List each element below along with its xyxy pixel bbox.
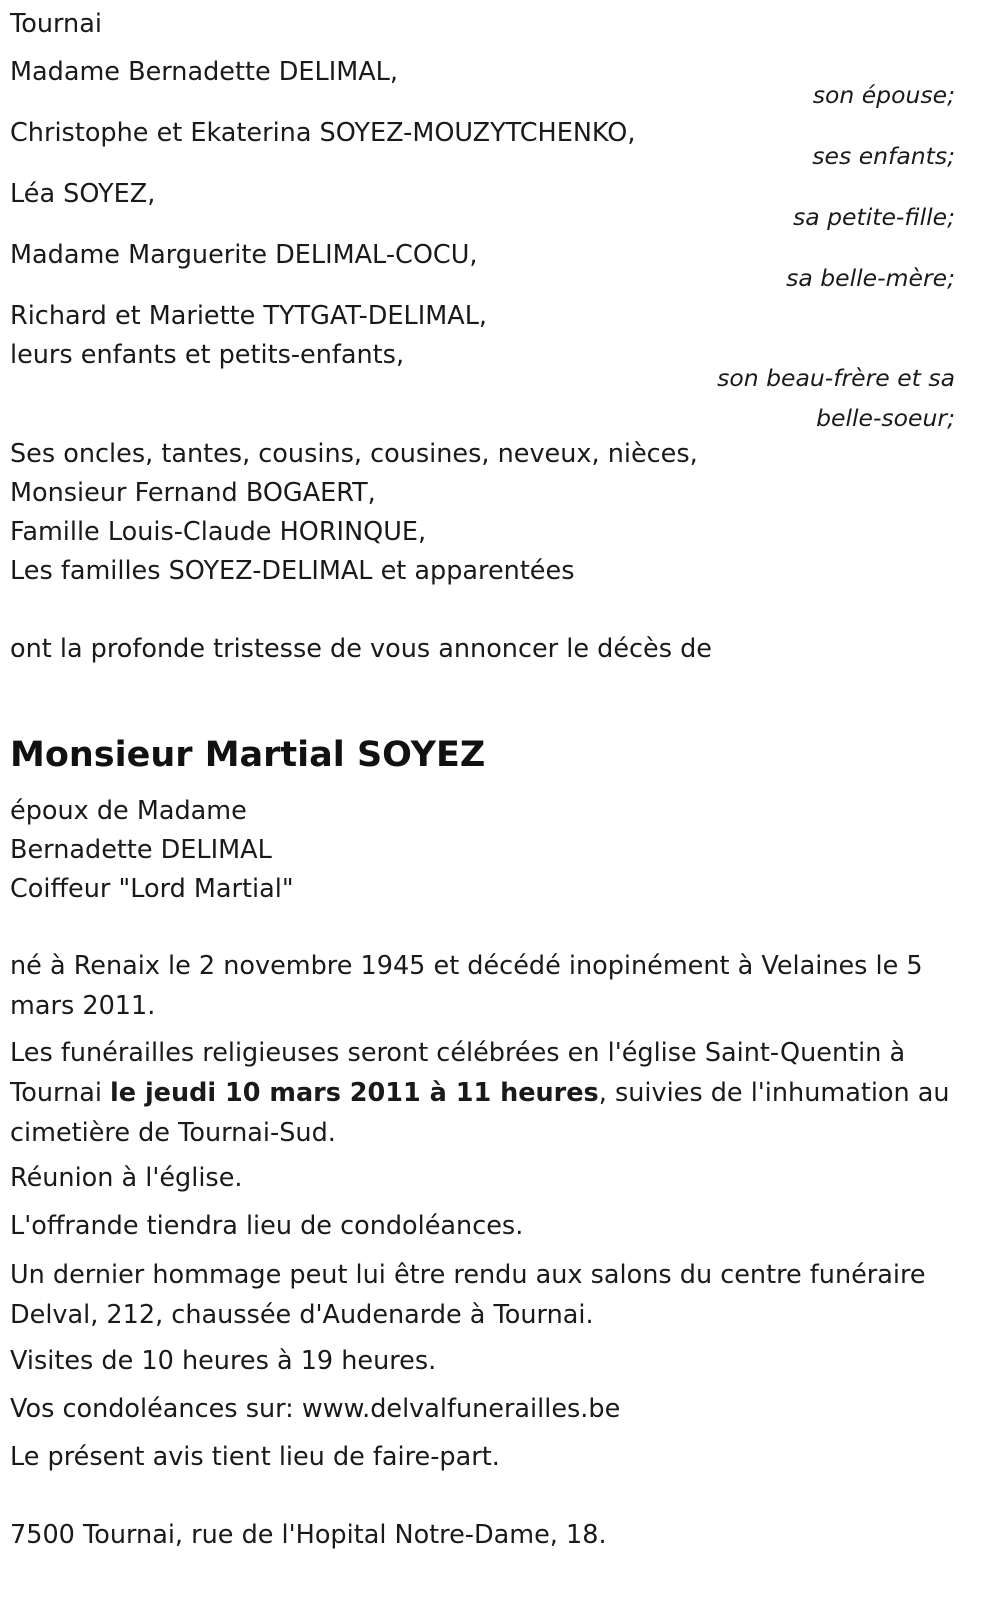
deceased-detail: Coiffeur "Lord Martial" <box>10 874 294 904</box>
family-member-name: Madame Bernadette DELIMAL, <box>10 57 398 87</box>
notice-note: L'offrande tiendra lieu de condoléances. <box>10 1211 524 1241</box>
extended-family-line: Monsieur Fernand BOGAERT, <box>10 478 376 508</box>
family-member-name: Léa SOYEZ, <box>10 179 156 209</box>
family-member-name: Christophe et Ekaterina SOYEZ-MOUZYTCHENKO, <box>10 118 636 148</box>
notice-note: Le présent avis tient lieu de faire-part. <box>10 1442 500 1472</box>
location: Tournai <box>10 9 102 39</box>
notice-note: Vos condoléances sur: www.delvalfunerailles.be <box>10 1394 621 1424</box>
birth-death-info: né à Renaix le 2 novembre 1945 et décédé inopinément à Velaines le 5 mars 2011. <box>10 951 923 1021</box>
deceased-name: Monsieur Martial SOYEZ <box>10 735 486 775</box>
extended-family-line: Les familles SOYEZ-DELIMAL et apparentées <box>10 556 575 586</box>
family-member-relation: sa petite-fille; <box>793 203 955 231</box>
notice-note: Réunion à l'église. <box>10 1163 243 1193</box>
deceased-detail: Bernadette DELIMAL <box>10 835 272 865</box>
family-member-relation: son épouse; <box>812 81 955 109</box>
funeral-info <box>10 1033 970 1153</box>
notice-note: Visites de 10 heures à 19 heures. <box>10 1346 437 1376</box>
family-member-name: Richard et Mariette TYTGAT-DELIMAL, <box>10 301 488 331</box>
notice-note: Un dernier hommage peut lui être rendu aux salons du centre funéraire Delval, 212, chaussée d'Audenarde à Tournai. <box>10 1260 926 1330</box>
deceased-detail: époux de Madame <box>10 796 247 826</box>
family-member-name: Madame Marguerite DELIMAL-COCU, <box>10 240 478 270</box>
family-member-name-continued: leurs enfants et petits-enfants, <box>10 340 405 370</box>
family-member-relation: sa belle-mère; <box>786 264 955 292</box>
extended-family-line: Famille Louis-Claude HORINQUE, <box>10 517 427 547</box>
announcement: ont la profonde tristesse de vous annoncer le décès de <box>10 634 712 664</box>
funeral-info-text: , suivies de l'inhumation au cimetière de Tournai-Sud. <box>10 1078 950 1148</box>
funeral-date: le jeudi 10 mars 2011 à 11 heures <box>110 1078 599 1108</box>
extended-family-line: Ses oncles, tantes, cousins, cousines, neveux, nièces, <box>10 439 698 469</box>
family-member-relation: son beau-frère et sa belle-soeur; <box>717 364 955 432</box>
funeral-info-text: Les funérailles religieuses seront célébrées en l'église Saint-Quentin à Tournai <box>10 1038 906 1108</box>
family-member-relation: ses enfants; <box>812 142 955 170</box>
address: 7500 Tournai, rue de l'Hopital Notre-Dame, 18. <box>10 1520 607 1550</box>
